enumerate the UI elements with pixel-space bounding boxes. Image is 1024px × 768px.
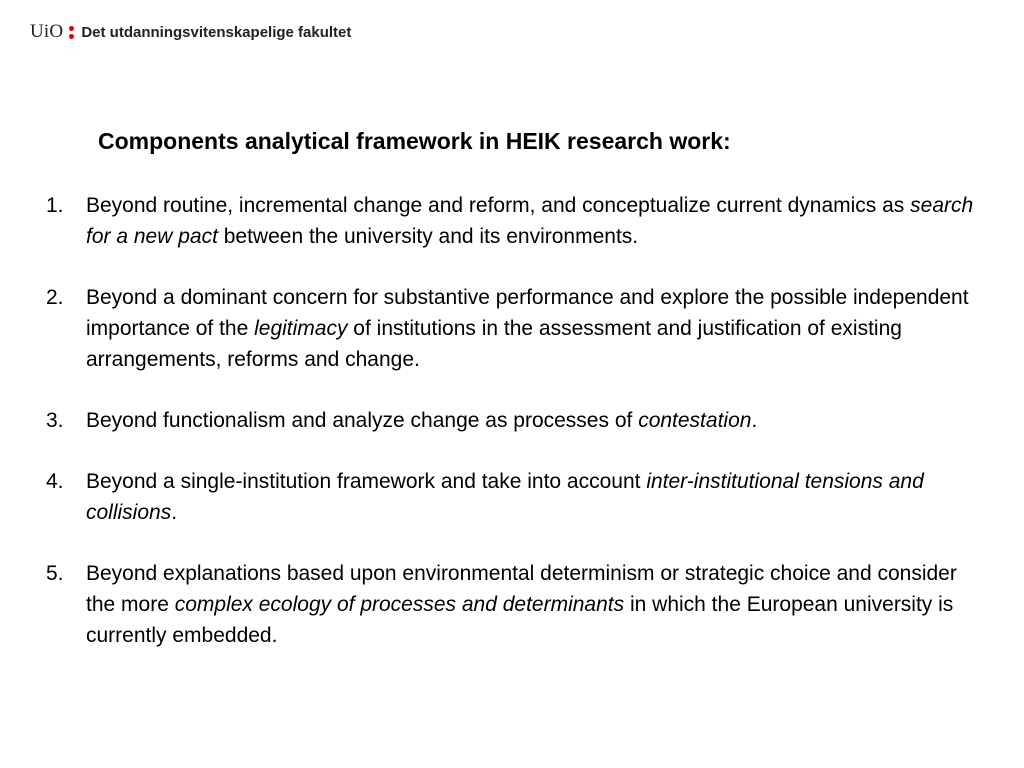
item-text (86, 470, 924, 524)
item-text-plain: . (751, 409, 758, 432)
logo-colon-icon (69, 23, 74, 41)
list-item-1 (46, 190, 986, 252)
item-text-plain: of institutions in the assessment and justification of existing arrangements, reforms and change. (86, 317, 902, 371)
uio-logo: UiO (30, 21, 64, 42)
faculty-name: Det utdanningsvitenskapelige fakultet (81, 23, 352, 41)
item-text-plain: Beyond routine, incremental change and reform, and conceptualize current dynamics as (86, 194, 911, 217)
header (30, 20, 351, 44)
item-text-plain: Beyond explanations based upon environmental determinism or strategic choice and consider the more (86, 562, 957, 616)
item-text-emphasis: legitimacy (254, 317, 348, 340)
item-number: 1. (46, 194, 64, 217)
item-text-plain: Beyond a dominant concern for substantive performance and explore the possible independent importance of the (86, 286, 969, 340)
list-item-4 (46, 466, 986, 528)
slide-title: Components analytical framework in HEIK research work: (98, 128, 731, 154)
item-text-plain: between the university and its environments. (217, 225, 639, 248)
item-text-plain: . (171, 501, 178, 524)
list-item-3 (46, 405, 986, 436)
item-text-emphasis: complex ecology of processes and determinants (174, 593, 625, 616)
item-text (86, 409, 757, 432)
list-item-2 (46, 282, 986, 375)
item-number: 3. (46, 409, 64, 432)
framework-list (46, 190, 986, 681)
item-text-emphasis: contestation (638, 409, 752, 432)
item-text-plain: Beyond a single-institution framework and take into account (86, 470, 647, 493)
item-text-plain: in which the European university is currently embedded. (86, 593, 954, 647)
item-text (86, 286, 969, 371)
item-text-emphasis: inter-institutional tensions and collisions (86, 470, 924, 524)
item-text (86, 562, 957, 647)
item-number: 2. (46, 286, 64, 309)
item-text (86, 194, 973, 248)
item-number: 4. (46, 470, 64, 493)
item-text-emphasis: search for a new pact (86, 194, 974, 248)
item-text-plain: Beyond functionalism and analyze change as processes of (86, 409, 639, 432)
list-item-5 (46, 558, 986, 651)
item-number: 5. (46, 562, 64, 585)
